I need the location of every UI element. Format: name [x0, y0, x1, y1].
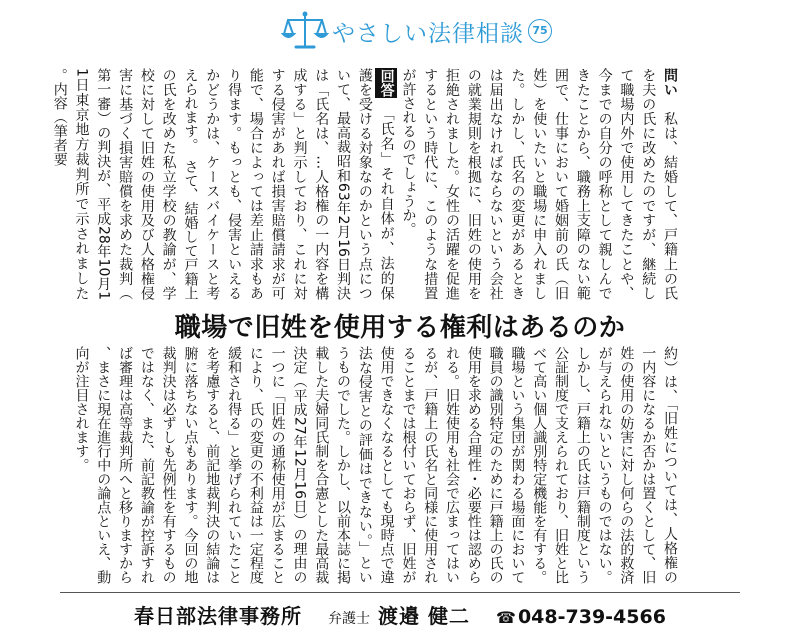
law-firm-name: 春日部法律事務所: [134, 604, 303, 628]
series-header: [282, 8, 582, 54]
lawyer-name: 渡邉 健二: [378, 604, 471, 628]
series-title: やさしい法律相談: [332, 20, 524, 47]
question-label: 問い: [662, 68, 678, 98]
article-top-columns: [51, 68, 680, 301]
lawyer-title: 弁護士: [328, 611, 371, 627]
article-headline: 職場で旧姓を使用する権利はあるのか: [174, 313, 626, 343]
answer-label: 回答: [375, 68, 397, 98]
series-number-badge: 75: [528, 19, 552, 43]
article-bottom-columns: [73, 346, 680, 584]
footer: [0, 600, 800, 629]
scales-of-justice-icon: [282, 10, 328, 52]
phone-icon: ☎: [496, 608, 516, 627]
phone-number: 048-739-4566: [517, 606, 666, 628]
footer-divider: [60, 592, 740, 593]
answer-text-top: 「氏名」それ自体が、法的保護を受ける対象なのかという点について、最高裁昭和63年2月16日判決は「氏名は、…人格権の一内容を構成する」と判示しており、これに対する侵害があれば損害賠償請求が可能で、場合によっては差止請求もあり得ます。もっとも、侵害といえるかどうかは、ケースバイケースと考えられます。 さて、結婚して戸籍上の氏を改めた私立学校の教諭が、学校に対して旧姓の使用及び人格権侵害に基づく損害賠償を求めた裁判（第一審）の判決が、平成28年10月11日東京地方裁判所で示されました。内容（筆者要: [51, 68, 395, 301]
answer-text-bottom: 約）は、「旧姓については、人格権の一内容になるか否かは置くとして、旧姓の使用の妨害に対し何らの法的救済が与えられないというものではない。しかし、戸籍上の氏は戸籍制度という公証制度で支えられており、旧姓と比べて高い個人識別特定機能を有する。職場という集団が関わる場面において職員の識別特定のために戸籍上の氏の使用を求める合理性・必要性は認められる。旧姓使用も社会で広まってはいるが、戸籍上の氏名と同様に使用されることまでは根付いておらず、旧姓が使用できなくなるとしても現時点で違法な侵害との評価はできない。」というものでした。しかし、以前本誌に掲載した夫婦同氏制を合憲とした最高裁決定（平成27年12月16日）の理由の一つに「旧姓の通称使用が広まることにより、氏の変更の不利益は一定程度緩和され得る」と挙げられていたことを考慮すると、前記地裁判決の結論は腑に落ちない点もあります。今回の地裁判決は必ずしも先例性を有するものではなく、また、前記教諭が控訴すれば審理は高等裁判所へと移りますから、まさに現在進行中の論点といえ、動向が注目されます。: [73, 346, 678, 584]
question-text: 私は、結婚して、戸籍上の氏を夫の氏に改めたのですが、継続して職場内外で使用してきたことや、今までの自分の呼称として親しんできたことから、職務上支障のない範囲で、仕事において婚姻前の氏（旧姓）を使いたいと職場に申入れました。しかし、氏名の変更があるときは届出なければならないという会社の就業規則を根拠に、旧姓の使用を拒絶されました。女性の活躍を促進するという時代に、このような措置が許されるのでしょうか。: [400, 68, 678, 301]
